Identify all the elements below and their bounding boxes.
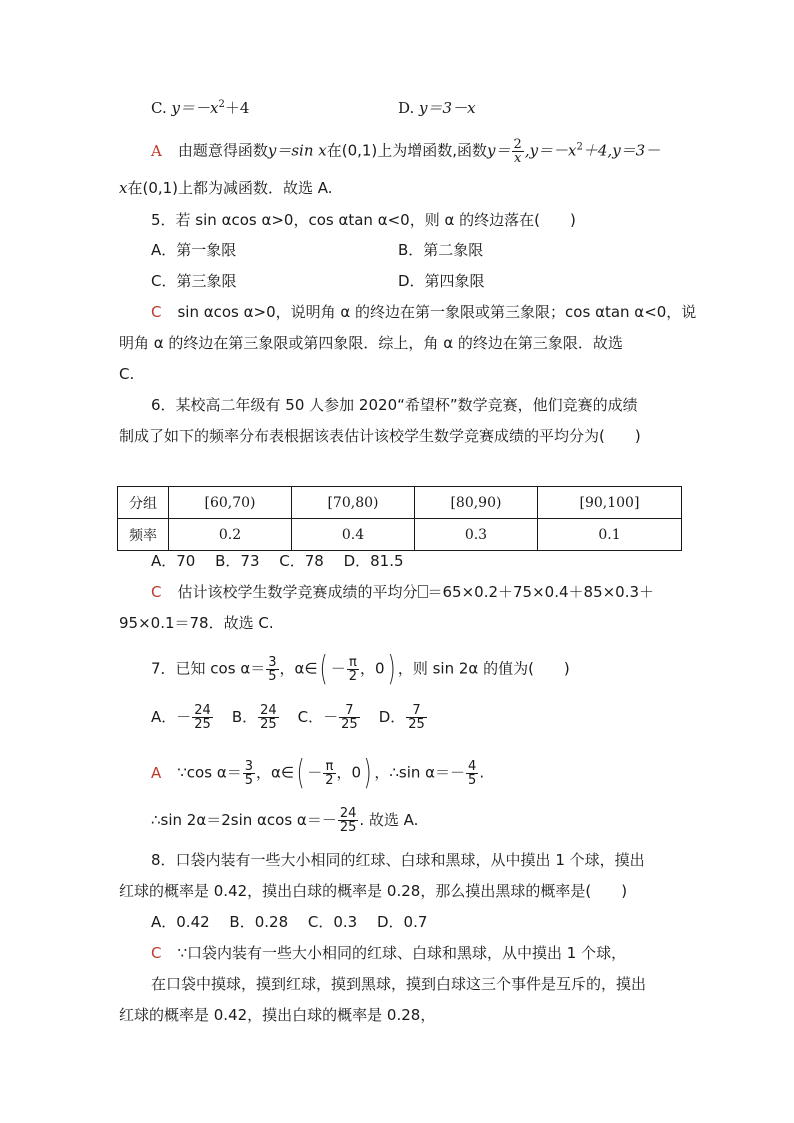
- q7-stem-c: ，则 sin 2α 的值为( ): [397, 659, 570, 678]
- q7-option-a: A．－: [151, 708, 192, 726]
- q8-stem-line-2: 红球的概率是 0.42，摸出白球的概率是 0.28，那么摸出黑球的概率是( ): [119, 882, 628, 900]
- q7-exp1-pden: 2: [325, 772, 334, 788]
- q7-exp1-a: ∵cos α＝: [177, 763, 242, 782]
- q7-exp1-den: 5: [244, 772, 253, 788]
- q7-exp1-pnum: π: [323, 760, 335, 774]
- q7-exp2-b: . 故选 A.: [359, 811, 419, 829]
- q4-exp-func-sin: y＝sin x: [267, 141, 327, 160]
- q4-option-c-label: C.: [151, 99, 167, 117]
- q4-exp-x: x: [119, 179, 128, 197]
- q6-explanation-line-2: 95×0.1＝78．故选 C.: [119, 614, 274, 632]
- q8-explanation-line-1: [151, 942, 626, 964]
- q7-option-b-frac: [258, 704, 279, 731]
- q5-option-c: C．第三象限: [151, 272, 237, 290]
- q4-option-d: [398, 97, 476, 119]
- q7-explanation-line-2: [151, 807, 418, 834]
- q4-fraction: [512, 138, 524, 165]
- q5-stem: 5．若 sin αcos α>0，cos αtan α<0，则 α 的终边落在( ): [151, 211, 576, 229]
- q7-option-c-frac: [339, 704, 360, 731]
- q7-exp2-a: ∴sin 2α＝2sin αcos α＝－: [151, 811, 337, 829]
- q4-option-c-exponent: 2: [218, 99, 225, 110]
- q4-fraction-den: x: [514, 151, 522, 166]
- q4-exp-conclusion: 在(0,1)上都为减函数．故选 A.: [127, 179, 333, 197]
- q7-stem: [151, 649, 570, 689]
- table-row-label: 频率: [118, 519, 169, 551]
- q6-stem-line-1: 6．某校高二年级有 50 人参加 2020“希望杯”数学竞赛，他们竞赛的成绩: [151, 396, 638, 414]
- q7-frac-pi-den: 2: [348, 668, 358, 684]
- table-group-cell: [60,70): [169, 487, 292, 519]
- q4-exp-text-c: 在(0,1)上为增函数,函数: [326, 141, 488, 160]
- q7-exp2-den: 25: [339, 820, 357, 835]
- missing-glyph-icon: [418, 585, 428, 598]
- q5-option-a: A．第一象限: [151, 241, 237, 259]
- q7-exp1-minus: －: [307, 763, 323, 782]
- q4-explanation-line-2: [119, 177, 333, 199]
- q7-exp1-num: 3: [244, 758, 253, 774]
- q4-option-d-expr: y＝3－x: [419, 99, 476, 117]
- left-paren-icon: (: [296, 753, 305, 793]
- q4-answer: A: [151, 141, 162, 160]
- q8-explanation-line-3: 红球的概率是 0.42，摸出白球的概率是 0.28，: [119, 1006, 436, 1024]
- q7-interval-end: ，0: [360, 659, 385, 678]
- table-group-cell: [90,100]: [537, 487, 681, 519]
- q6-stem-line-2: 制成了如下的频率分布表根据该表估计该校学生数学竞赛成绩的平均分为( ): [119, 427, 641, 445]
- q7-options: [151, 704, 428, 731]
- q7-exp1-d: .: [479, 763, 485, 782]
- q7-exp1-sden: 5: [468, 772, 477, 788]
- q7-explanation-line-1: [151, 753, 485, 793]
- q5-option-d: D．第四象限: [398, 272, 485, 290]
- q5-option-b: B．第二象限: [398, 241, 484, 259]
- q5-explanation-line-1: [151, 301, 696, 323]
- q7-option-c-num: 7: [339, 704, 360, 718]
- q7-exp1-end: ，0: [336, 763, 362, 782]
- q4-explanation-line-1: [151, 138, 660, 165]
- q7-option-b: B．: [231, 708, 258, 726]
- q7-option-a-num: 24: [194, 703, 211, 718]
- q7-frac-cos-den: 5: [268, 668, 277, 684]
- q7-frac-cos-num: 3: [268, 654, 277, 670]
- q6-frequency-table: [117, 486, 682, 551]
- q8-stem-line-1: 8．口袋内装有一些大小相同的红球、白球和黑球，从中摸出 1 个球，摸出: [151, 851, 645, 869]
- q4-exp-exponent: 2: [576, 141, 583, 153]
- q7-option-c-den: 25: [341, 717, 358, 732]
- table-freq-cell: 0.2: [169, 519, 292, 551]
- left-paren-icon: (: [320, 649, 329, 689]
- table-row: [118, 519, 682, 551]
- right-paren-icon: ): [387, 649, 396, 689]
- q4-option-c: [151, 97, 249, 119]
- q7-option-b-den: 25: [260, 717, 277, 732]
- table-freq-cell: 0.3: [414, 519, 537, 551]
- q7-exp2-frac: [338, 807, 359, 834]
- table-freq-cell: 0.4: [291, 519, 414, 551]
- q5-explanation-line-2: 明角 α 的终边在第三象限或第四象限．综上，角 α 的终边在第三象限．故选: [119, 334, 623, 352]
- q4-exp-text-a: 由题意得函数: [177, 141, 268, 160]
- q4-option-c-expr-tail: ＋4: [224, 99, 250, 117]
- q7-option-d: D．: [378, 708, 406, 726]
- table-freq-cell: 0.1: [537, 519, 681, 551]
- q4-exp-y-eq: y＝: [487, 141, 511, 160]
- q4-option-d-label: D.: [398, 99, 415, 117]
- q7-exp1-c: ，∴sin α＝－: [374, 763, 466, 782]
- q7-exp2-num: 24: [339, 806, 357, 821]
- table-header-row: [118, 487, 682, 519]
- q7-option-d-den: 25: [408, 717, 425, 732]
- table-group-cell: [70,80): [291, 487, 414, 519]
- q7-exp1-snum: 4: [468, 758, 477, 774]
- q4-exp-expr-e: ,y＝－x: [524, 141, 577, 160]
- q6-exp-text-a: 估计该校学生数学竞赛成绩的平均分: [177, 583, 418, 601]
- right-paren-icon: ): [363, 753, 372, 793]
- q7-option-a-den: 25: [194, 717, 211, 732]
- table-header-label: 分组: [118, 487, 169, 519]
- q7-option-a-frac: [192, 704, 213, 731]
- q7-stem-b: ，α∈: [279, 659, 318, 678]
- q7-option-b-num: 24: [260, 703, 277, 718]
- q5-explanation-line-3: C.: [119, 365, 135, 383]
- q7-option-d-num: 7: [406, 704, 427, 718]
- q7-frac-pi-num: π: [347, 656, 359, 670]
- q7-option-d-frac: [406, 704, 427, 731]
- q7-exp1-b: ，α∈: [256, 763, 294, 782]
- q6-options: A．70 B．73 C．78 D．81.5: [151, 552, 404, 570]
- q5-exp-text-1: sin αcos α>0，说明角 α 的终边在第一象限或第三象限；cos αtan α<0，说: [177, 303, 697, 321]
- q5-answer: C: [151, 303, 162, 321]
- q7-answer: A: [151, 763, 162, 782]
- q7-exp1-pi-frac: [323, 760, 335, 787]
- q7-frac-pi: [347, 656, 359, 683]
- q8-options: A．0.42 B．0.28 C．0.3 D．0.7: [151, 913, 428, 931]
- q6-explanation-line-1: [151, 581, 654, 603]
- q8-answer: C: [151, 944, 162, 962]
- q7-option-c: C．－: [297, 708, 339, 726]
- q7-exp1-sin-frac: [466, 760, 478, 787]
- q6-answer: C: [151, 583, 162, 601]
- q4-option-c-expr: y＝－x: [171, 99, 219, 117]
- table-group-cell: [80,90): [414, 487, 537, 519]
- q8-explanation-line-2: 在口袋中摸球，摸到红球，摸到黑球，摸到白球这三个事件是互斥的，摸出: [151, 975, 647, 993]
- q7-interval-minus: －: [330, 659, 346, 678]
- q7-frac-cos: [266, 656, 278, 683]
- q6-exp-text-b: ＝65×0.2＋75×0.4＋85×0.3＋: [427, 583, 655, 601]
- q4-fraction-num: 2: [513, 137, 522, 152]
- q8-exp-text-1: ∵口袋内装有一些大小相同的红球、白球和黑球，从中摸出 1 个球，: [177, 944, 627, 962]
- q7-stem-a: 7．已知 cos α＝: [151, 659, 266, 678]
- q7-exp1-frac: [243, 760, 255, 787]
- q4-exp-expr-f: ＋4,y＝3－: [582, 141, 661, 160]
